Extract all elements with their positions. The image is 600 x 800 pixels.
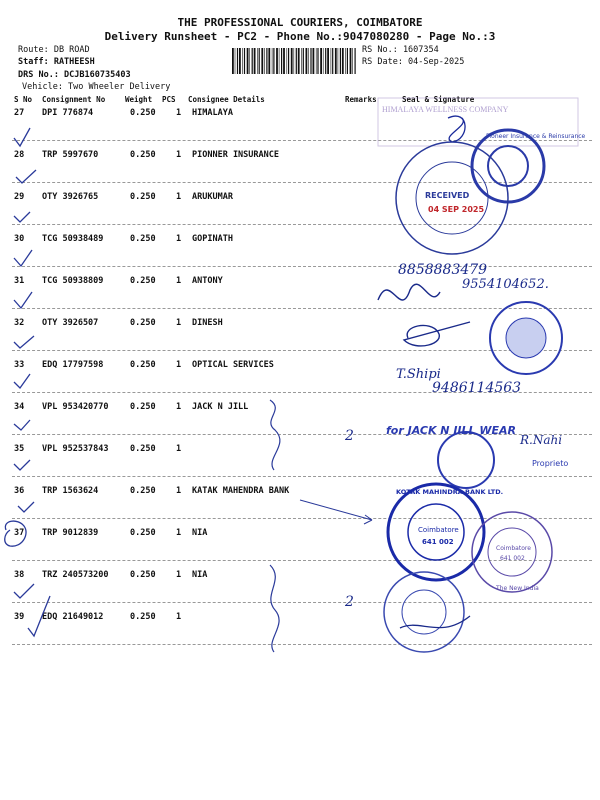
barcode-bar bbox=[355, 48, 356, 74]
himalaya-stamp bbox=[378, 98, 578, 146]
row-consignment-no: EDQ 21649012 bbox=[42, 612, 104, 622]
handwritten-remark: 2 bbox=[345, 594, 354, 610]
row-consignee: DINESH bbox=[192, 318, 223, 328]
row-divider bbox=[12, 182, 592, 183]
barcode-bar bbox=[276, 48, 278, 74]
barcode-bar bbox=[252, 48, 253, 74]
row-consignee: NIA bbox=[192, 528, 208, 538]
row-pcs: 1 bbox=[176, 402, 182, 412]
barcode-bar bbox=[313, 48, 315, 74]
barcode-bar bbox=[340, 48, 341, 74]
barcode-bar bbox=[306, 48, 308, 74]
handwritten-phone: 8858883479 bbox=[398, 262, 488, 278]
barcode-bar bbox=[281, 48, 282, 74]
barcode-bar bbox=[335, 48, 337, 74]
row-weight: 0.250 bbox=[130, 234, 156, 244]
jacknjill-stamp-text: for JACK N JILL WEAR bbox=[386, 424, 516, 437]
row-sno: 29 bbox=[14, 192, 25, 202]
row-pcs: 1 bbox=[176, 318, 182, 328]
newindia-stamp-text: The New India bbox=[496, 585, 539, 592]
row-sno: 27 bbox=[14, 108, 25, 118]
barcode-bar bbox=[303, 48, 304, 74]
newindia-stamp-inner bbox=[488, 528, 536, 576]
signature-mark bbox=[448, 116, 465, 142]
row-pcs: 1 bbox=[176, 276, 182, 286]
kotak-stamp-inner bbox=[408, 504, 464, 560]
pioneer-stamp-text: Pioneer Insurance & Reinsurance bbox=[486, 133, 586, 140]
newindia-stamp-city: Coimbatore bbox=[496, 545, 531, 552]
row-consignee: NIA bbox=[192, 570, 208, 580]
handwritten-phone: 9486114563 bbox=[432, 380, 522, 396]
barcode-bar bbox=[279, 48, 280, 74]
barcode-bar bbox=[273, 48, 274, 74]
barcode-bar bbox=[259, 48, 260, 74]
row-divider bbox=[12, 392, 592, 393]
runsheet-subtitle: Delivery Runsheet - PC2 - Phone No.:9047080280 - Page No.:3 bbox=[104, 30, 496, 43]
handwritten-name: T.Shipi bbox=[396, 367, 441, 382]
handwritten-remark: 2 bbox=[345, 428, 354, 444]
row-consignee: ARUKUMAR bbox=[192, 192, 233, 202]
row-divider bbox=[12, 560, 592, 561]
row-sno: 37 bbox=[14, 528, 25, 538]
barcode-bar bbox=[338, 48, 339, 74]
row-weight: 0.250 bbox=[130, 612, 156, 622]
row-consignment-no: TRP 1563624 bbox=[42, 486, 99, 496]
barcode-bar bbox=[310, 48, 311, 74]
row-pcs: 1 bbox=[176, 612, 182, 622]
row-consignment-no: VPL 953420770 bbox=[42, 402, 109, 412]
himalaya-stamp-text: HIMALAYA WELLNESS COMPANY bbox=[382, 105, 509, 114]
row-pcs: 1 bbox=[176, 528, 182, 538]
barcode-bar bbox=[298, 48, 300, 74]
kotak-stamp-city: Coimbatore bbox=[418, 526, 459, 534]
barcode-bar bbox=[325, 48, 326, 74]
barcode-bar bbox=[264, 48, 265, 74]
col-header-remarks: Remarks bbox=[345, 95, 377, 104]
col-header-sno: S No bbox=[14, 95, 33, 104]
row-weight: 0.250 bbox=[130, 192, 156, 202]
barcode-bar bbox=[323, 48, 324, 74]
barcode-bar bbox=[247, 48, 249, 74]
row-consignment-no: TCG 50938809 bbox=[42, 276, 104, 286]
barcode-bar bbox=[352, 48, 353, 74]
row-pcs: 1 bbox=[176, 444, 182, 454]
row-consignment-no: TRZ 240573200 bbox=[42, 570, 109, 580]
row-consignment-no: DPI 776874 bbox=[42, 108, 94, 118]
barcode-bar bbox=[272, 48, 273, 74]
drs-number: DRS No.: DCJB160735403 bbox=[18, 70, 131, 80]
received-stamp-text: RECEIVED bbox=[425, 191, 470, 200]
kotak-stamp bbox=[388, 484, 484, 580]
barcode-bar bbox=[244, 48, 245, 74]
dinesh-stamp-inner bbox=[506, 318, 546, 358]
row-weight: 0.250 bbox=[130, 150, 156, 160]
handwritten-signature: R.Nahi bbox=[520, 433, 563, 447]
row-consignee: GOPINATH bbox=[192, 234, 233, 244]
row-consignment-no: OTY 3926765 bbox=[42, 192, 99, 202]
barcode-bar bbox=[294, 48, 295, 74]
row-sno: 32 bbox=[14, 318, 25, 328]
barcode-bar bbox=[287, 48, 288, 74]
row-consignee: ANTONY bbox=[192, 276, 223, 286]
barcode-bar bbox=[266, 48, 267, 74]
rs-number: RS No.: 1607354 bbox=[362, 45, 439, 55]
row-sno: 28 bbox=[14, 150, 25, 160]
row-divider bbox=[12, 602, 592, 603]
row-consignee: JACK N JILL bbox=[192, 402, 249, 412]
row-pcs: 1 bbox=[176, 192, 182, 202]
arrow-line bbox=[300, 500, 372, 520]
barcode-bar bbox=[301, 48, 302, 74]
row-pcs: 1 bbox=[176, 234, 182, 244]
barcode-bar bbox=[249, 48, 250, 74]
row-pcs: 1 bbox=[176, 360, 182, 370]
row-weight: 0.250 bbox=[130, 402, 156, 412]
barcode-bar bbox=[327, 48, 329, 74]
row-weight: 0.250 bbox=[130, 276, 156, 286]
staff-label: Staff: RATHEESH bbox=[18, 57, 95, 67]
route-label: Route: DB ROAD bbox=[18, 45, 90, 55]
barcode-bar bbox=[242, 48, 243, 74]
handwritten-phone: 9554104652. bbox=[462, 277, 549, 292]
row-consignment-no: VPL 952537843 bbox=[42, 444, 109, 454]
col-header-pcs: PCS bbox=[162, 95, 176, 104]
barcode-bar bbox=[342, 48, 344, 74]
pioneer-stamp-inner bbox=[488, 146, 528, 186]
row-divider bbox=[12, 644, 592, 645]
col-header-seal: Seal & Signature bbox=[402, 95, 475, 104]
barcode-bar bbox=[235, 48, 236, 74]
row-sno: 38 bbox=[14, 570, 25, 580]
row-sno: 30 bbox=[14, 234, 25, 244]
row-consignee: KATAK MAHENDRA BANK bbox=[192, 486, 290, 496]
row-pcs: 1 bbox=[176, 150, 182, 160]
barcode-bar bbox=[332, 48, 333, 74]
barcode-bar bbox=[237, 48, 238, 74]
nia-stamp bbox=[384, 572, 464, 652]
row-pcs: 1 bbox=[176, 108, 182, 118]
barcode-bar bbox=[254, 48, 256, 74]
barcode-bar bbox=[347, 48, 348, 74]
barcode-bar bbox=[232, 48, 234, 74]
barcode-bar bbox=[317, 48, 318, 74]
barcode-bar bbox=[261, 48, 263, 74]
barcode-bar bbox=[239, 48, 241, 74]
row-divider bbox=[12, 434, 592, 435]
barcode-bar bbox=[283, 48, 285, 74]
signature-mark bbox=[400, 616, 470, 628]
vehicle-label: Vehicle: Two Wheeler Delivery bbox=[22, 82, 171, 92]
signature-mark bbox=[404, 322, 470, 346]
row-pcs: 1 bbox=[176, 486, 182, 496]
row-divider bbox=[12, 140, 592, 141]
row-consignment-no: TCG 50938489 bbox=[42, 234, 104, 244]
row-consignee: OPTICAL SERVICES bbox=[192, 360, 274, 370]
row-consignee: HIMALAYA bbox=[192, 108, 233, 118]
row-divider bbox=[12, 350, 592, 351]
barcode-graphic bbox=[232, 48, 357, 74]
barcode-bar bbox=[291, 48, 293, 74]
kotak-stamp-text: KOTAK MAHINDRA BANK LTD. bbox=[396, 488, 504, 496]
row-divider bbox=[12, 476, 592, 477]
company-title: THE PROFESSIONAL COURIERS, COIMBATORE bbox=[177, 16, 423, 29]
bracket-mark bbox=[270, 400, 280, 470]
newindia-stamp bbox=[472, 512, 552, 592]
barcode-bar bbox=[308, 48, 309, 74]
row-sno: 31 bbox=[14, 276, 25, 286]
barcode-bar bbox=[288, 48, 289, 74]
row-weight: 0.250 bbox=[130, 108, 156, 118]
barcode-bar bbox=[345, 48, 346, 74]
row-sno: 35 bbox=[14, 444, 25, 454]
row-divider bbox=[12, 308, 592, 309]
received-date: 04 SEP 2025 bbox=[428, 205, 485, 214]
row-sno: 39 bbox=[14, 612, 25, 622]
signature-mark bbox=[378, 284, 440, 300]
arrow-icon bbox=[364, 515, 372, 524]
row-divider bbox=[12, 224, 592, 225]
row-weight: 0.250 bbox=[130, 528, 156, 538]
barcode-bar bbox=[257, 48, 258, 74]
row-weight: 0.250 bbox=[130, 486, 156, 496]
row-consignment-no: TRP 9012839 bbox=[42, 528, 99, 538]
row-divider bbox=[12, 266, 592, 267]
col-header-weight: Weight bbox=[125, 95, 153, 104]
proprietor-stamp-text: Proprieto bbox=[532, 459, 569, 468]
barcode-bar bbox=[331, 48, 332, 74]
row-divider bbox=[12, 518, 592, 519]
rs-date: RS Date: 04-Sep-2025 bbox=[362, 57, 465, 67]
row-weight: 0.250 bbox=[130, 570, 156, 580]
barcode-bar bbox=[316, 48, 317, 74]
row-consignment-no: EDQ 17797598 bbox=[42, 360, 104, 370]
col-header-consignment: Consignment No bbox=[42, 95, 106, 104]
row-consignment-no: OTY 3926507 bbox=[42, 318, 99, 328]
barcode-bar bbox=[296, 48, 297, 74]
row-consignment-no: TRP 5997670 bbox=[42, 150, 99, 160]
col-header-consignee: Consignee Details bbox=[188, 95, 265, 104]
row-weight: 0.250 bbox=[130, 444, 156, 454]
dinesh-stamp bbox=[490, 302, 562, 374]
kotak-stamp-pin: 641 002 bbox=[422, 538, 454, 546]
row-pcs: 1 bbox=[176, 570, 182, 580]
row-weight: 0.250 bbox=[130, 318, 156, 328]
row-sno: 36 bbox=[14, 486, 25, 496]
barcode-bar bbox=[268, 48, 270, 74]
barcode-bar bbox=[320, 48, 322, 74]
received-stamp bbox=[396, 142, 508, 254]
newindia-stamp-pin: 641 002 bbox=[500, 555, 525, 562]
jacknjill-round-stamp bbox=[438, 432, 494, 488]
barcode-bar bbox=[350, 48, 352, 74]
row-weight: 0.250 bbox=[130, 360, 156, 370]
row-consignee: PIONNER INSURANCE bbox=[192, 150, 279, 160]
bracket-mark bbox=[270, 565, 279, 652]
row-sno: 34 bbox=[14, 402, 25, 412]
nia-stamp-inner bbox=[402, 590, 446, 634]
row-sno: 33 bbox=[14, 360, 25, 370]
